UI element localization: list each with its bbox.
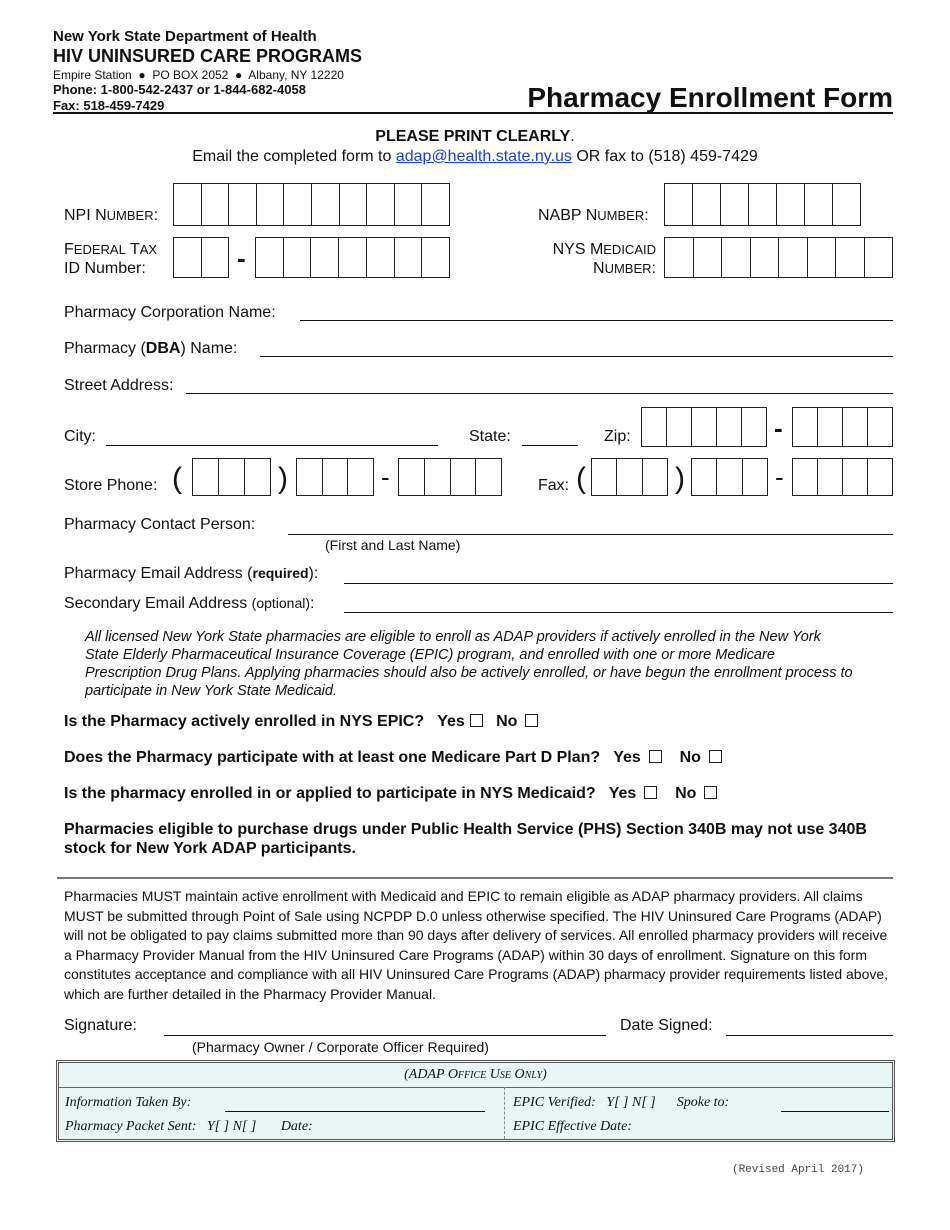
fax-line-boxes[interactable]: [792, 458, 893, 496]
email-label-suffix: ):: [308, 565, 319, 582]
fax-close-paren: ): [675, 462, 685, 495]
digit-box[interactable]: [422, 183, 450, 226]
digit-box[interactable]: [425, 458, 451, 496]
phone-dash: -: [381, 462, 390, 492]
digit-box[interactable]: [255, 237, 284, 278]
phone-open-paren: (: [172, 462, 182, 495]
info-taken-label: Information Taken By:: [65, 1095, 192, 1110]
digit-box[interactable]: [865, 237, 894, 278]
digit-box[interactable]: [717, 407, 742, 447]
epic-verified-row: [513, 1095, 729, 1111]
tax-id-suffix-boxes[interactable]: [255, 237, 450, 278]
question-medicare-text: Does the Pharmacy participate with at least one Medicare Part D Plan?: [64, 749, 601, 766]
question-epic-text: Is the Pharmacy actively enrolled in NYS EPIC?: [64, 713, 425, 730]
header-rule: [53, 112, 893, 114]
corp-name-label: Pharmacy Corporation Name:: [64, 304, 276, 321]
bullet-icon: ●: [231, 68, 246, 82]
contact-person-hint: (First and Last Name): [325, 537, 461, 553]
eligibility-notice: All licensed New York State pharmacies are eligible to enroll as ADAP providers if actively enrolled in the New York State Elderly Pharmaceutical Insurance Coverage (EPIC) program, and enrolled with one or more Medicare Prescription Drug Plans. Applying pharmacies should also be actively enrolled, or have begun the enrollment process to participate in New York State Medicaid.: [85, 629, 853, 699]
secondary-email-label: [64, 595, 314, 613]
bullet-icon: ●: [135, 68, 149, 82]
epic-verified-label: EPIC Verified:: [513, 1095, 596, 1110]
date-signed-input[interactable]: [726, 1035, 893, 1036]
digit-box[interactable]: [792, 458, 818, 496]
spoke-to-label: Spoke to:: [676, 1095, 730, 1110]
digit-box[interactable]: [641, 407, 667, 447]
digit-box[interactable]: [691, 458, 717, 496]
phs-340b-notice: Pharmacies eligible to purchase drugs under Public Health Service (PHS) Section 340B may not use 340B stock for New York ADAP participants.: [64, 821, 867, 857]
store-phone-label: Store Phone:: [64, 477, 158, 494]
form-title: Pharmacy Enrollment Form: [527, 82, 893, 113]
store-phone-prefix-boxes[interactable]: [296, 458, 374, 496]
digit-box[interactable]: [843, 407, 868, 447]
signature-label: Signature:: [64, 1017, 137, 1034]
packet-sent-label: Pharmacy Packet Sent:: [65, 1119, 197, 1134]
npi-label: NPI NUMBER:: [64, 207, 159, 224]
email-label: [64, 565, 318, 583]
tax-id-number-label: ID Number:: [64, 260, 146, 277]
digit-box[interactable]: [749, 183, 777, 226]
digit-box[interactable]: [868, 458, 893, 496]
program-name: HIV UNINSURED CARE PROGRAMS: [53, 46, 363, 66]
email-required: required: [252, 565, 309, 581]
city-label: City:: [64, 428, 96, 445]
secondary-email-text: Secondary Email Address: [64, 595, 248, 612]
secondary-email-input[interactable]: [344, 612, 893, 613]
digit-box[interactable]: [202, 237, 230, 278]
epic-effective-label: EPIC Effective Date:: [513, 1119, 632, 1134]
question-medicare-no-label: No: [679, 749, 701, 766]
fax-area-boxes[interactable]: [591, 458, 668, 496]
digit-box[interactable]: [591, 458, 617, 496]
email-input[interactable]: [344, 583, 893, 584]
print-clearly-period: .: [570, 128, 575, 145]
corp-name-input[interactable]: [300, 320, 893, 321]
nabp-number-boxes[interactable]: [664, 183, 861, 226]
digit-box[interactable]: [664, 183, 693, 226]
digit-box[interactable]: [818, 458, 843, 496]
question-medicaid-no-label: No: [675, 785, 697, 802]
packet-sent-row: [65, 1119, 313, 1135]
question-medicaid-no-checkbox[interactable]: [704, 786, 717, 799]
digit-box[interactable]: [395, 183, 423, 226]
digit-box[interactable]: [422, 237, 450, 278]
digit-box[interactable]: [173, 183, 202, 226]
digit-box[interactable]: [751, 237, 780, 278]
secondary-email-optional: (optional): [251, 595, 311, 611]
address-part-3: Albany, NY 12220: [248, 68, 344, 82]
digit-box[interactable]: [833, 183, 861, 226]
digit-box[interactable]: [836, 237, 865, 278]
question-epic-yes-label: Yes: [437, 713, 465, 730]
federal-tax-label: FEDERAL TAX ID Number:: [64, 241, 158, 277]
question-medicare-yes-label: Yes: [613, 749, 641, 766]
tax-id-prefix-boxes[interactable]: [173, 237, 229, 278]
store-phone-area-boxes[interactable]: [192, 458, 271, 496]
digit-box[interactable]: [777, 183, 805, 226]
digit-box[interactable]: [843, 458, 868, 496]
spoke-to-input[interactable]: [781, 1111, 889, 1112]
info-taken-input[interactable]: [225, 1111, 485, 1112]
digit-box[interactable]: [721, 183, 749, 226]
print-clearly: [0, 128, 950, 146]
state-input[interactable]: [522, 445, 578, 446]
digit-box[interactable]: [722, 237, 751, 278]
dba-bold: DBA: [145, 340, 181, 357]
digit-box[interactable]: [476, 458, 502, 496]
date-signed-label: Date Signed:: [620, 1017, 713, 1034]
question-medicaid-yes-checkbox[interactable]: [644, 786, 657, 799]
question-medicaid-text: Is the pharmacy enrolled in or applied to participate in NYS Medicaid?: [64, 785, 596, 802]
fax-open-paren: (: [576, 462, 586, 495]
medicaid-number-label: NYS MEDICAID NUMBER:: [552, 241, 656, 277]
digit-box[interactable]: [296, 458, 323, 496]
digit-box[interactable]: [284, 183, 312, 226]
digit-box[interactable]: [693, 183, 721, 226]
question-medicare: [64, 749, 722, 767]
zip-dash: -: [774, 413, 783, 443]
digit-box[interactable]: [743, 458, 768, 496]
email-instruction: [0, 148, 950, 166]
nabp-label: NABP NUMBER:: [538, 207, 649, 224]
address-part-2: PO BOX 2052: [152, 68, 229, 82]
digit-box[interactable]: [340, 183, 368, 226]
digit-box[interactable]: [395, 237, 423, 278]
digit-box[interactable]: [192, 458, 219, 496]
digit-box[interactable]: [367, 237, 395, 278]
question-epic-no-label: No: [496, 713, 518, 730]
street-label: Street Address:: [64, 377, 174, 394]
question-epic-yes-checkbox[interactable]: [470, 714, 483, 727]
digit-box[interactable]: [808, 237, 837, 278]
digit-box[interactable]: [245, 458, 271, 496]
digit-box[interactable]: [805, 183, 833, 226]
question-medicaid-yes-label: Yes: [608, 785, 637, 802]
digit-box[interactable]: [339, 237, 367, 278]
office-use-title: (ADAP Office Use Only): [404, 1067, 547, 1082]
street-input[interactable]: [186, 393, 893, 394]
digit-box[interactable]: [694, 237, 723, 278]
digit-box[interactable]: [779, 237, 808, 278]
enrollment-terms: Pharmacies MUST maintain active enrollment with Medicaid and EPIC to remain eligible as ADAP pharmacy providers. All claims MUST be submitted through Point of Sale using NCPDP D.0 unless otherwise specified. The HIV Uninsured Care Programs (ADAP) will not be obligated to pay claims submitted more than 90 days after delivery of services. All enrolled pharmacy providers will receive a Pharmacy Provider Manual from the HIV Uninsured Care Programs (ADAP) within 30 days of enrollment. Signature on this form constitutes acceptance and compliance with all HIV Uninsured Care Programs (ADAP) pharmacy provider requirements listed above, which are further detailed in the Pharmacy Provider Manual.: [64, 888, 889, 1002]
dba-name-label: [64, 340, 237, 358]
digit-box[interactable]: [312, 183, 340, 226]
email-label-prefix: Pharmacy Email Address (: [64, 565, 253, 582]
contact-person-input[interactable]: [288, 534, 893, 535]
office-row-divider: [59, 1087, 892, 1088]
zip-label: Zip:: [604, 428, 631, 445]
digit-box[interactable]: [323, 458, 349, 496]
digit-box[interactable]: [792, 407, 818, 447]
email-instruction-suffix: OR fax to (518) 459-7429: [571, 148, 758, 165]
adap-email-link[interactable]: adap@health.state.ny.us: [395, 148, 572, 165]
address-part-1: Empire Station: [53, 68, 132, 82]
digit-box[interactable]: [202, 183, 230, 226]
digit-box[interactable]: [229, 183, 257, 226]
office-use-box: [56, 1060, 895, 1142]
section-divider: [57, 877, 893, 879]
epic-verified-yn[interactable]: Y[ ] N[ ]: [606, 1095, 656, 1110]
revised-date: (Revised April 2017): [731, 1164, 864, 1176]
dba-name-input[interactable]: [260, 356, 893, 357]
question-medicaid: [64, 785, 717, 803]
medicaid-number-boxes[interactable]: [664, 237, 893, 278]
city-input[interactable]: [106, 445, 438, 446]
digit-box[interactable]: [617, 458, 642, 496]
digit-box[interactable]: [717, 458, 742, 496]
packet-sent-yn[interactable]: Y[ ] N[ ]: [206, 1119, 257, 1134]
address-line: [53, 68, 344, 82]
phone-close-paren: ): [278, 462, 288, 495]
digit-box[interactable]: [643, 458, 668, 496]
fax-line: Fax: 518-459-7429: [53, 98, 165, 113]
digit-box[interactable]: [219, 458, 245, 496]
fax-label: Fax:: [538, 477, 570, 494]
question-epic: [64, 713, 538, 731]
dba-suffix: ) Name:: [180, 340, 238, 357]
digit-box[interactable]: [367, 183, 395, 226]
tax-id-dash: -: [237, 243, 246, 273]
department-name: New York State Department of Health: [53, 28, 317, 45]
digit-box[interactable]: [818, 407, 843, 447]
signature-hint: (Pharmacy Owner / Corporate Officer Required): [192, 1039, 489, 1055]
digit-box[interactable]: [868, 407, 893, 447]
digit-box[interactable]: [311, 237, 339, 278]
contact-person-label: Pharmacy Contact Person:: [64, 516, 256, 533]
office-column-divider: [504, 1087, 505, 1139]
question-epic-no-checkbox[interactable]: [525, 714, 538, 727]
digit-box[interactable]: [742, 407, 767, 447]
digit-box[interactable]: [284, 237, 312, 278]
fax-dash: -: [775, 462, 784, 492]
zip-plus4-boxes[interactable]: [792, 407, 893, 447]
store-phone-line-boxes[interactable]: [398, 458, 502, 496]
npi-number-boxes[interactable]: [173, 183, 450, 226]
digit-box[interactable]: [398, 458, 425, 496]
question-medicare-yes-checkbox[interactable]: [649, 750, 662, 763]
print-clearly-text: PLEASE PRINT CLEARLY: [375, 128, 571, 145]
question-medicare-no-checkbox[interactable]: [709, 750, 722, 763]
digit-box[interactable]: [451, 458, 477, 496]
fax-prefix-boxes[interactable]: [691, 458, 768, 496]
phone-line: Phone: 1-800-542-2437 or 1-844-682-4058: [53, 82, 306, 97]
zip-boxes[interactable]: [641, 407, 767, 447]
digit-box[interactable]: [664, 237, 694, 278]
digit-box[interactable]: [348, 458, 374, 496]
digit-box[interactable]: [667, 407, 692, 447]
digit-box[interactable]: [173, 237, 202, 278]
state-label: State:: [469, 428, 511, 445]
digit-box[interactable]: [257, 183, 285, 226]
secondary-email-colon: :: [310, 595, 315, 612]
digit-box[interactable]: [692, 407, 717, 447]
dba-prefix: Pharmacy (: [64, 340, 146, 357]
email-instruction-prefix: Email the completed form to: [192, 148, 396, 165]
packet-sent-date-label: Date:: [280, 1119, 313, 1134]
signature-input[interactable]: [164, 1035, 606, 1036]
